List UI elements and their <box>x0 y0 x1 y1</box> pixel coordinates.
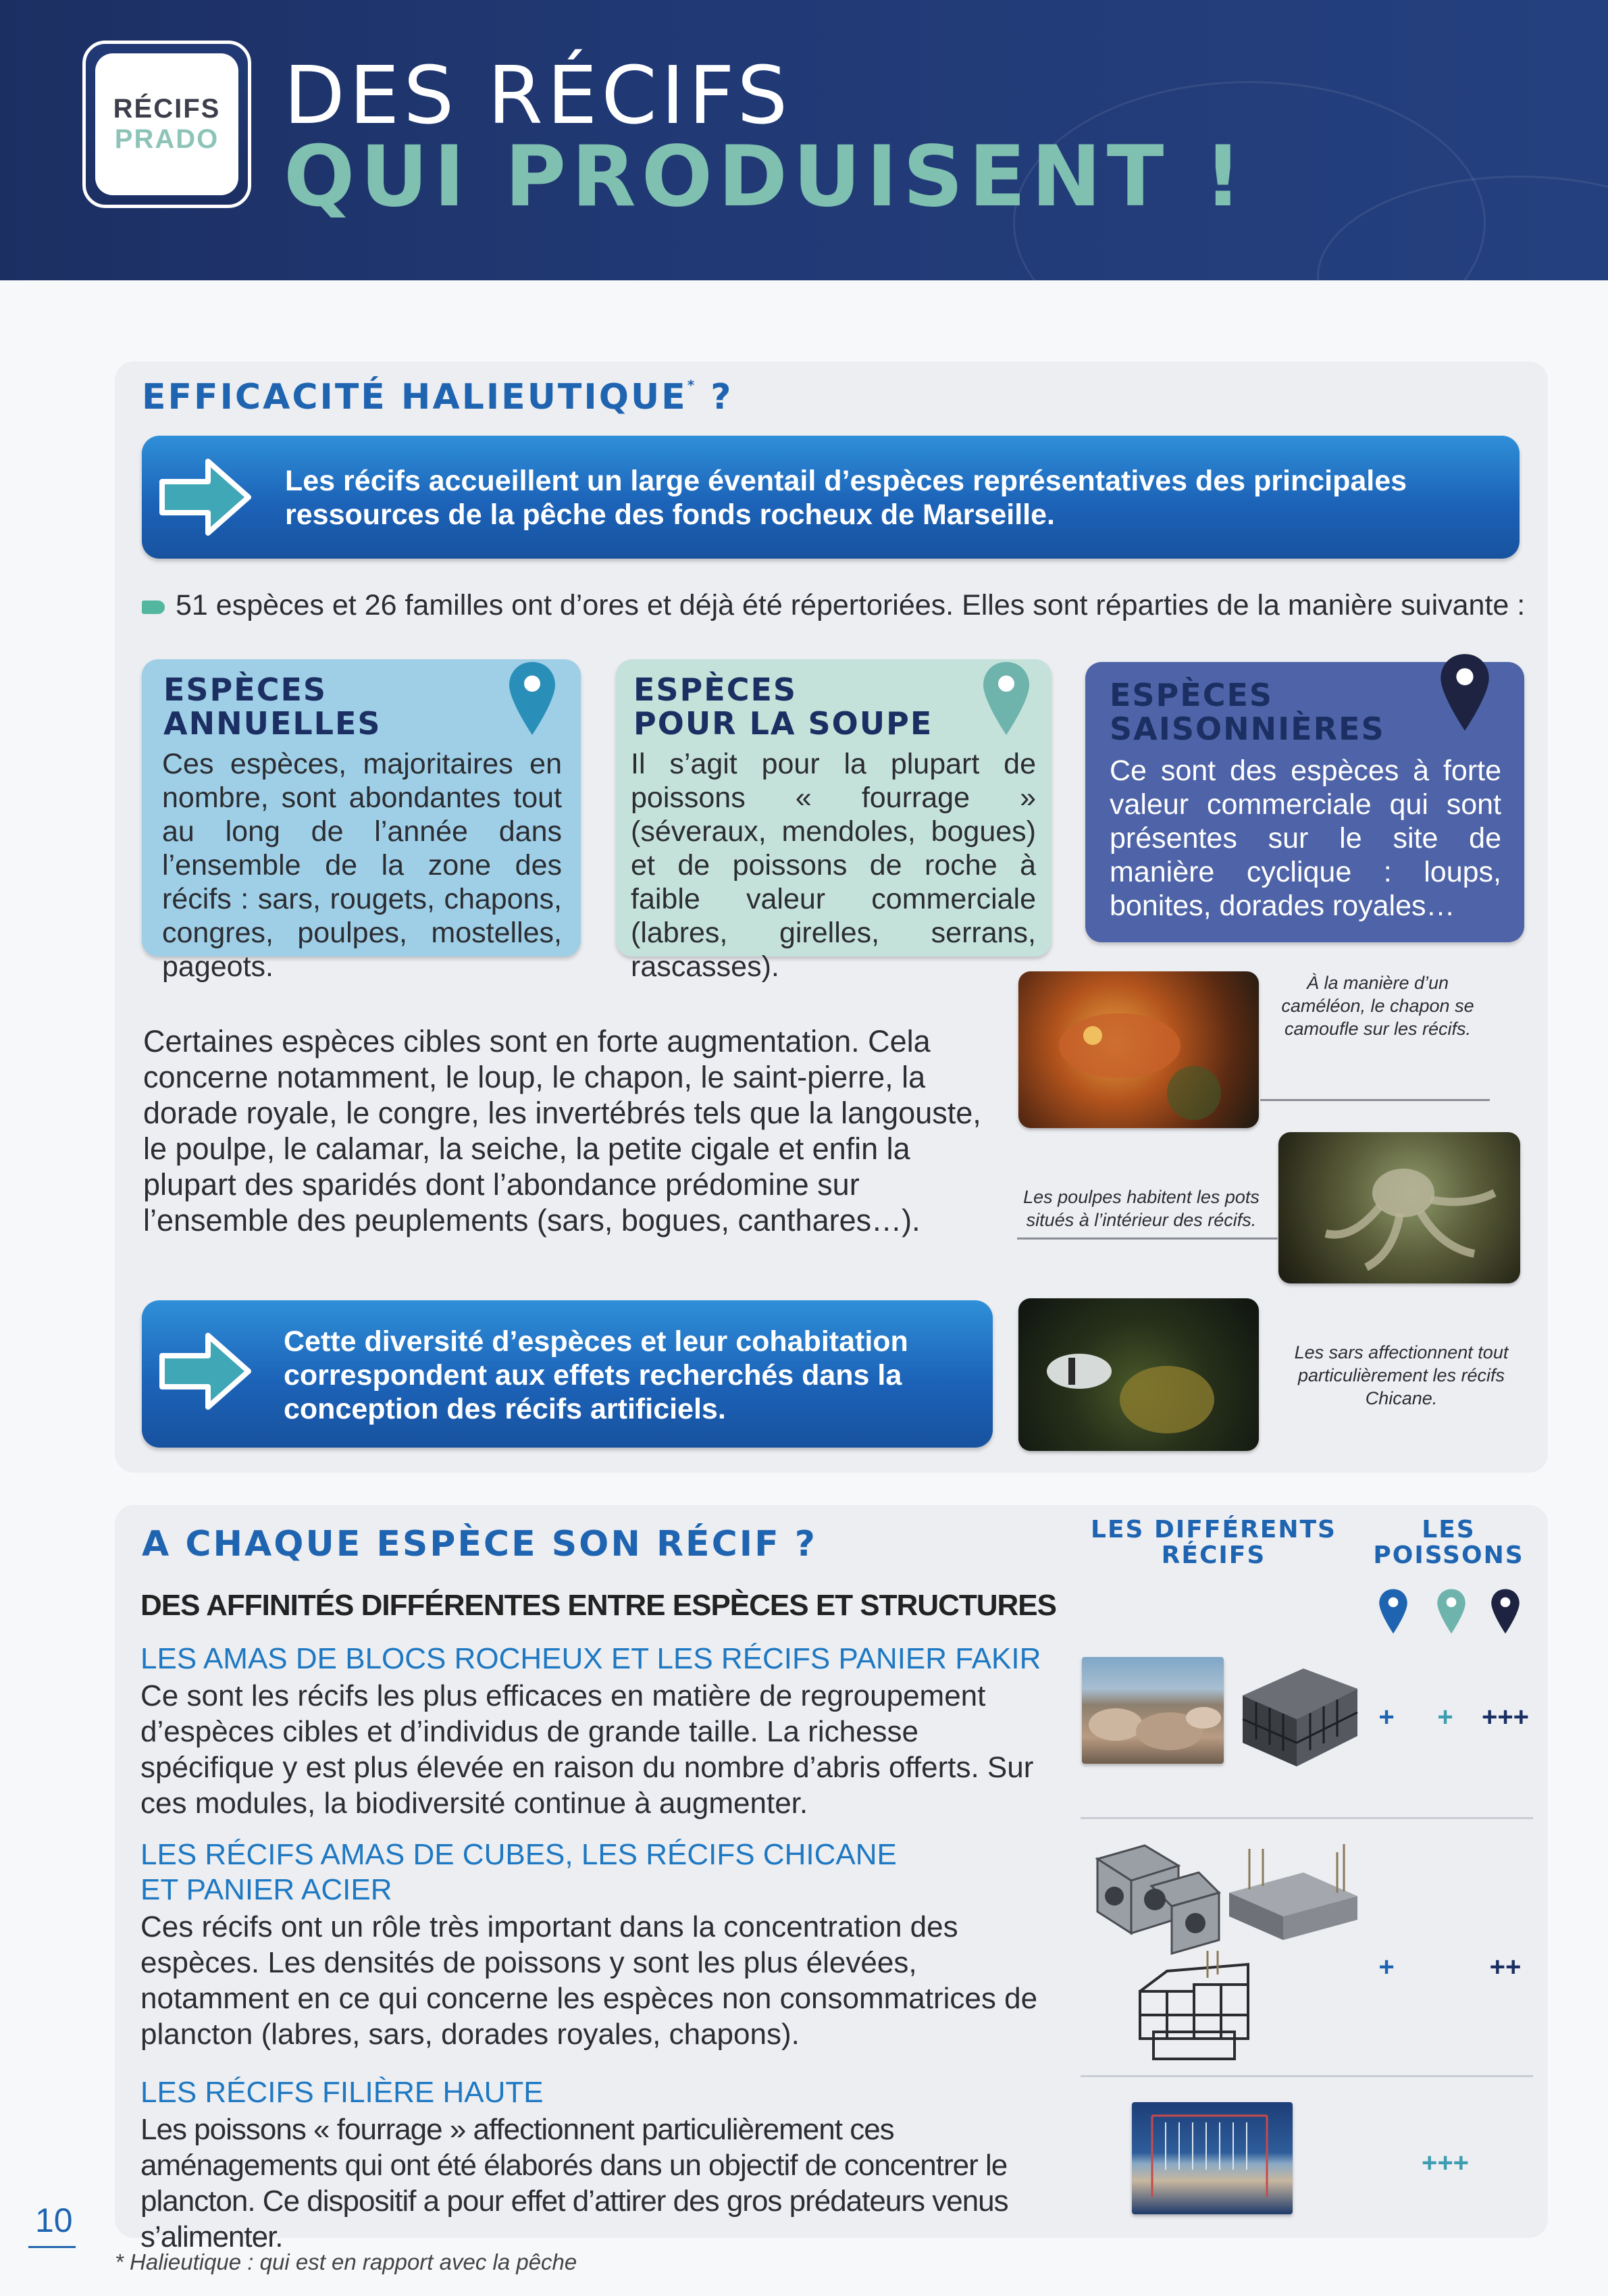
arrow-right-icon <box>155 453 257 541</box>
card-title: ESPÈCES SAISONNIÈRES <box>1110 677 1385 747</box>
photo-sars <box>1018 1298 1259 1451</box>
filiere-haute-image <box>1132 2102 1293 2214</box>
caption-chapon: À la manière d’un caméléon, le chapon se camoufle sur les récifs. <box>1281 973 1474 1039</box>
reef-body-filiere-haute: Les poissons « fourrage » affectionnent particulièrement ces aménagements qui ont été élaborés dans un objectif de concentrer le plancton. Ce dispositif a pour effet d’attirer des gros prédateurs venus s’alimenter. <box>140 2113 1008 2253</box>
page-title-line2: QUI PRODUISENT ! <box>284 128 1248 226</box>
cube-pile-image <box>1084 1832 1226 1960</box>
chicane-reef-image <box>1222 1832 1364 1954</box>
section-heading-recifs: A CHAQUE ESPÈCE SON RÉCIF ? <box>142 1524 817 1564</box>
card-especes-annuelles <box>142 659 581 983</box>
bullet-arrow-icon <box>142 601 165 614</box>
footnote: * Halieutique : qui est en rapport avec la pêche <box>115 2249 577 2274</box>
panier-acier-image <box>1126 1951 1268 2066</box>
map-pin-icon <box>1438 651 1492 735</box>
photo-poulpe <box>1278 1132 1520 1283</box>
banner-text: Les récifs accueillent un large éventail d’espèces représentatives des principales ressources de la pêche des fonds rocheux de Marseille. <box>285 465 1407 531</box>
section-heading-efficacite: EFFICACITÉ HALIEUTIQUE* ? <box>142 377 733 417</box>
intro-line: 51 espèces et 26 familles ont d’ores et déjà été répertoriées. Elles sont réparties de la manière suivante : <box>142 589 1525 622</box>
reef-body-cubes-chicane: Ces récifs ont un rôle très important dans la concentration des espèces. Les densités de poissons y sont les plus élevées, notamment en ce qui concerne les espèces non consommatrices de plancton (labres, sars, dorades royales, chapons). <box>140 1910 1038 2051</box>
reef-title-blocs-rocheux: LES AMAS DE BLOCS ROCHEUX ET LES RÉCIFS PANIER FAKIR <box>140 1642 1041 1675</box>
score-annuelles: + <box>1378 1952 1395 1982</box>
card-body: Ces espèces, majoritaires en nombre, sont abondantes tout au long de l’année dans l’ensemble de la zone des récifs : sars, rougets, chapons, congres, poulpes, mostelles, pageots. <box>162 748 562 983</box>
score-soupe: +++ <box>1421 2148 1470 2178</box>
reef-title-cubes-chicane: LES RÉCIFS AMAS DE CUBES, LES RÉCIFS CHICANE ET PANIER ACIER <box>140 1838 897 1906</box>
score-soupe: + <box>1437 1702 1453 1732</box>
caption-poulpe: Les poulpes habitent les pots situés à l’intérieur des récifs. <box>1023 1187 1260 1230</box>
octopus-image <box>1278 1132 1520 1283</box>
map-pin-icon-annuelles <box>1376 1587 1410 1636</box>
page-title-line1: DES RÉCIFS <box>284 49 792 142</box>
caption-rule <box>1260 1099 1490 1101</box>
row-separator <box>1081 1817 1533 1819</box>
page-header <box>0 0 1608 280</box>
map-pin-icon <box>981 659 1032 739</box>
page-number: 10 <box>35 2201 73 2239</box>
rocks-image <box>1082 1657 1224 1764</box>
arrow-right-icon <box>155 1327 257 1415</box>
column-header-recifs: LES DIFFÉRENTS RÉCIFS <box>1091 1516 1337 1569</box>
score-saisonnieres: +++ <box>1481 1702 1530 1732</box>
rock-pile-image <box>1082 1657 1224 1764</box>
panier-fakir-image <box>1229 1655 1364 1773</box>
logo-line1: RÉCIFS <box>113 94 221 124</box>
page-number-rule <box>28 2246 76 2248</box>
card-title: ESPÈCES ANNUELLES <box>163 671 382 742</box>
card-especes-saisonnieres <box>1085 662 1524 942</box>
caption-rule <box>1017 1238 1278 1240</box>
caption-sars: Les sars affectionnent tout particulièrement les récifs Chicane. <box>1294 1342 1509 1408</box>
sea-bream-image <box>1018 1298 1259 1451</box>
suspended-structure-image <box>1132 2102 1293 2214</box>
logo-line2: PRADO <box>114 124 219 154</box>
score-annuelles: + <box>1378 1702 1395 1732</box>
reef-title-filiere-haute: LES RÉCIFS FILIÈRE HAUTE <box>140 2076 544 2109</box>
card-especes-soupe <box>616 659 1052 983</box>
conclusion-banner <box>142 1300 993 1448</box>
body-paragraph: Certaines espèces cibles sont en forte augmentation. Cela concerne notamment, le loup, le chapon, le saint-pierre, la dorade royale, le congre, les invertébrés tels que la langouste, le poulpe, le calamar, la seiche, la petite cigale et enfin la plupart des sparidés dont l’abondance prédomine sur l’ensemble des peuplements (sars, bogues, canthares…). <box>143 1024 981 1238</box>
map-pin-icon-soupe <box>1434 1587 1468 1636</box>
section-subheading: DES AFFINITÉS DIFFÉRENTES ENTRE ESPÈCES ET STRUCTURES <box>140 1589 1056 1622</box>
card-body: Il s’agit pour la plupart de poissons « fourrage » (séveraux, mendoles, bogues) et de poissons de roche à faible valeur commerciale (labres, girelles, serrans, rascasses). <box>631 748 1036 983</box>
recifs-prado-logo <box>82 41 251 208</box>
scorpionfish-image <box>1018 971 1259 1128</box>
column-header-poissons: LES POISSONS <box>1373 1516 1524 1569</box>
row-separator <box>1081 2075 1533 2077</box>
key-message-banner <box>142 436 1520 559</box>
score-saisonnieres: ++ <box>1489 1952 1522 1982</box>
banner-text: Cette diversité d’espèces et leur cohabitation correspondent aux effets recherchés dans la conception des récifs artificiels. <box>284 1325 908 1425</box>
card-title: ESPÈCES POUR LA SOUPE <box>633 671 933 742</box>
photo-chapon <box>1018 971 1259 1128</box>
card-body: Ce sont des espèces à forte valeur commerciale qui sont présentes sur le site de manière cyclique : loups, bonites, dorades royales… <box>1110 755 1501 922</box>
map-pin-icon-saisonnieres <box>1488 1587 1522 1636</box>
map-pin-icon <box>507 659 558 739</box>
reef-body-blocs-rocheux: Ce sont les récifs les plus efficaces en matière de regroupement d’espèces cibles et d’individus de grande taille. La richesse spécifique y est plus élevée en raison du nombre d’abris offerts. Sur ces modules, la biodiversité continue à augmenter. <box>140 1679 1034 1820</box>
